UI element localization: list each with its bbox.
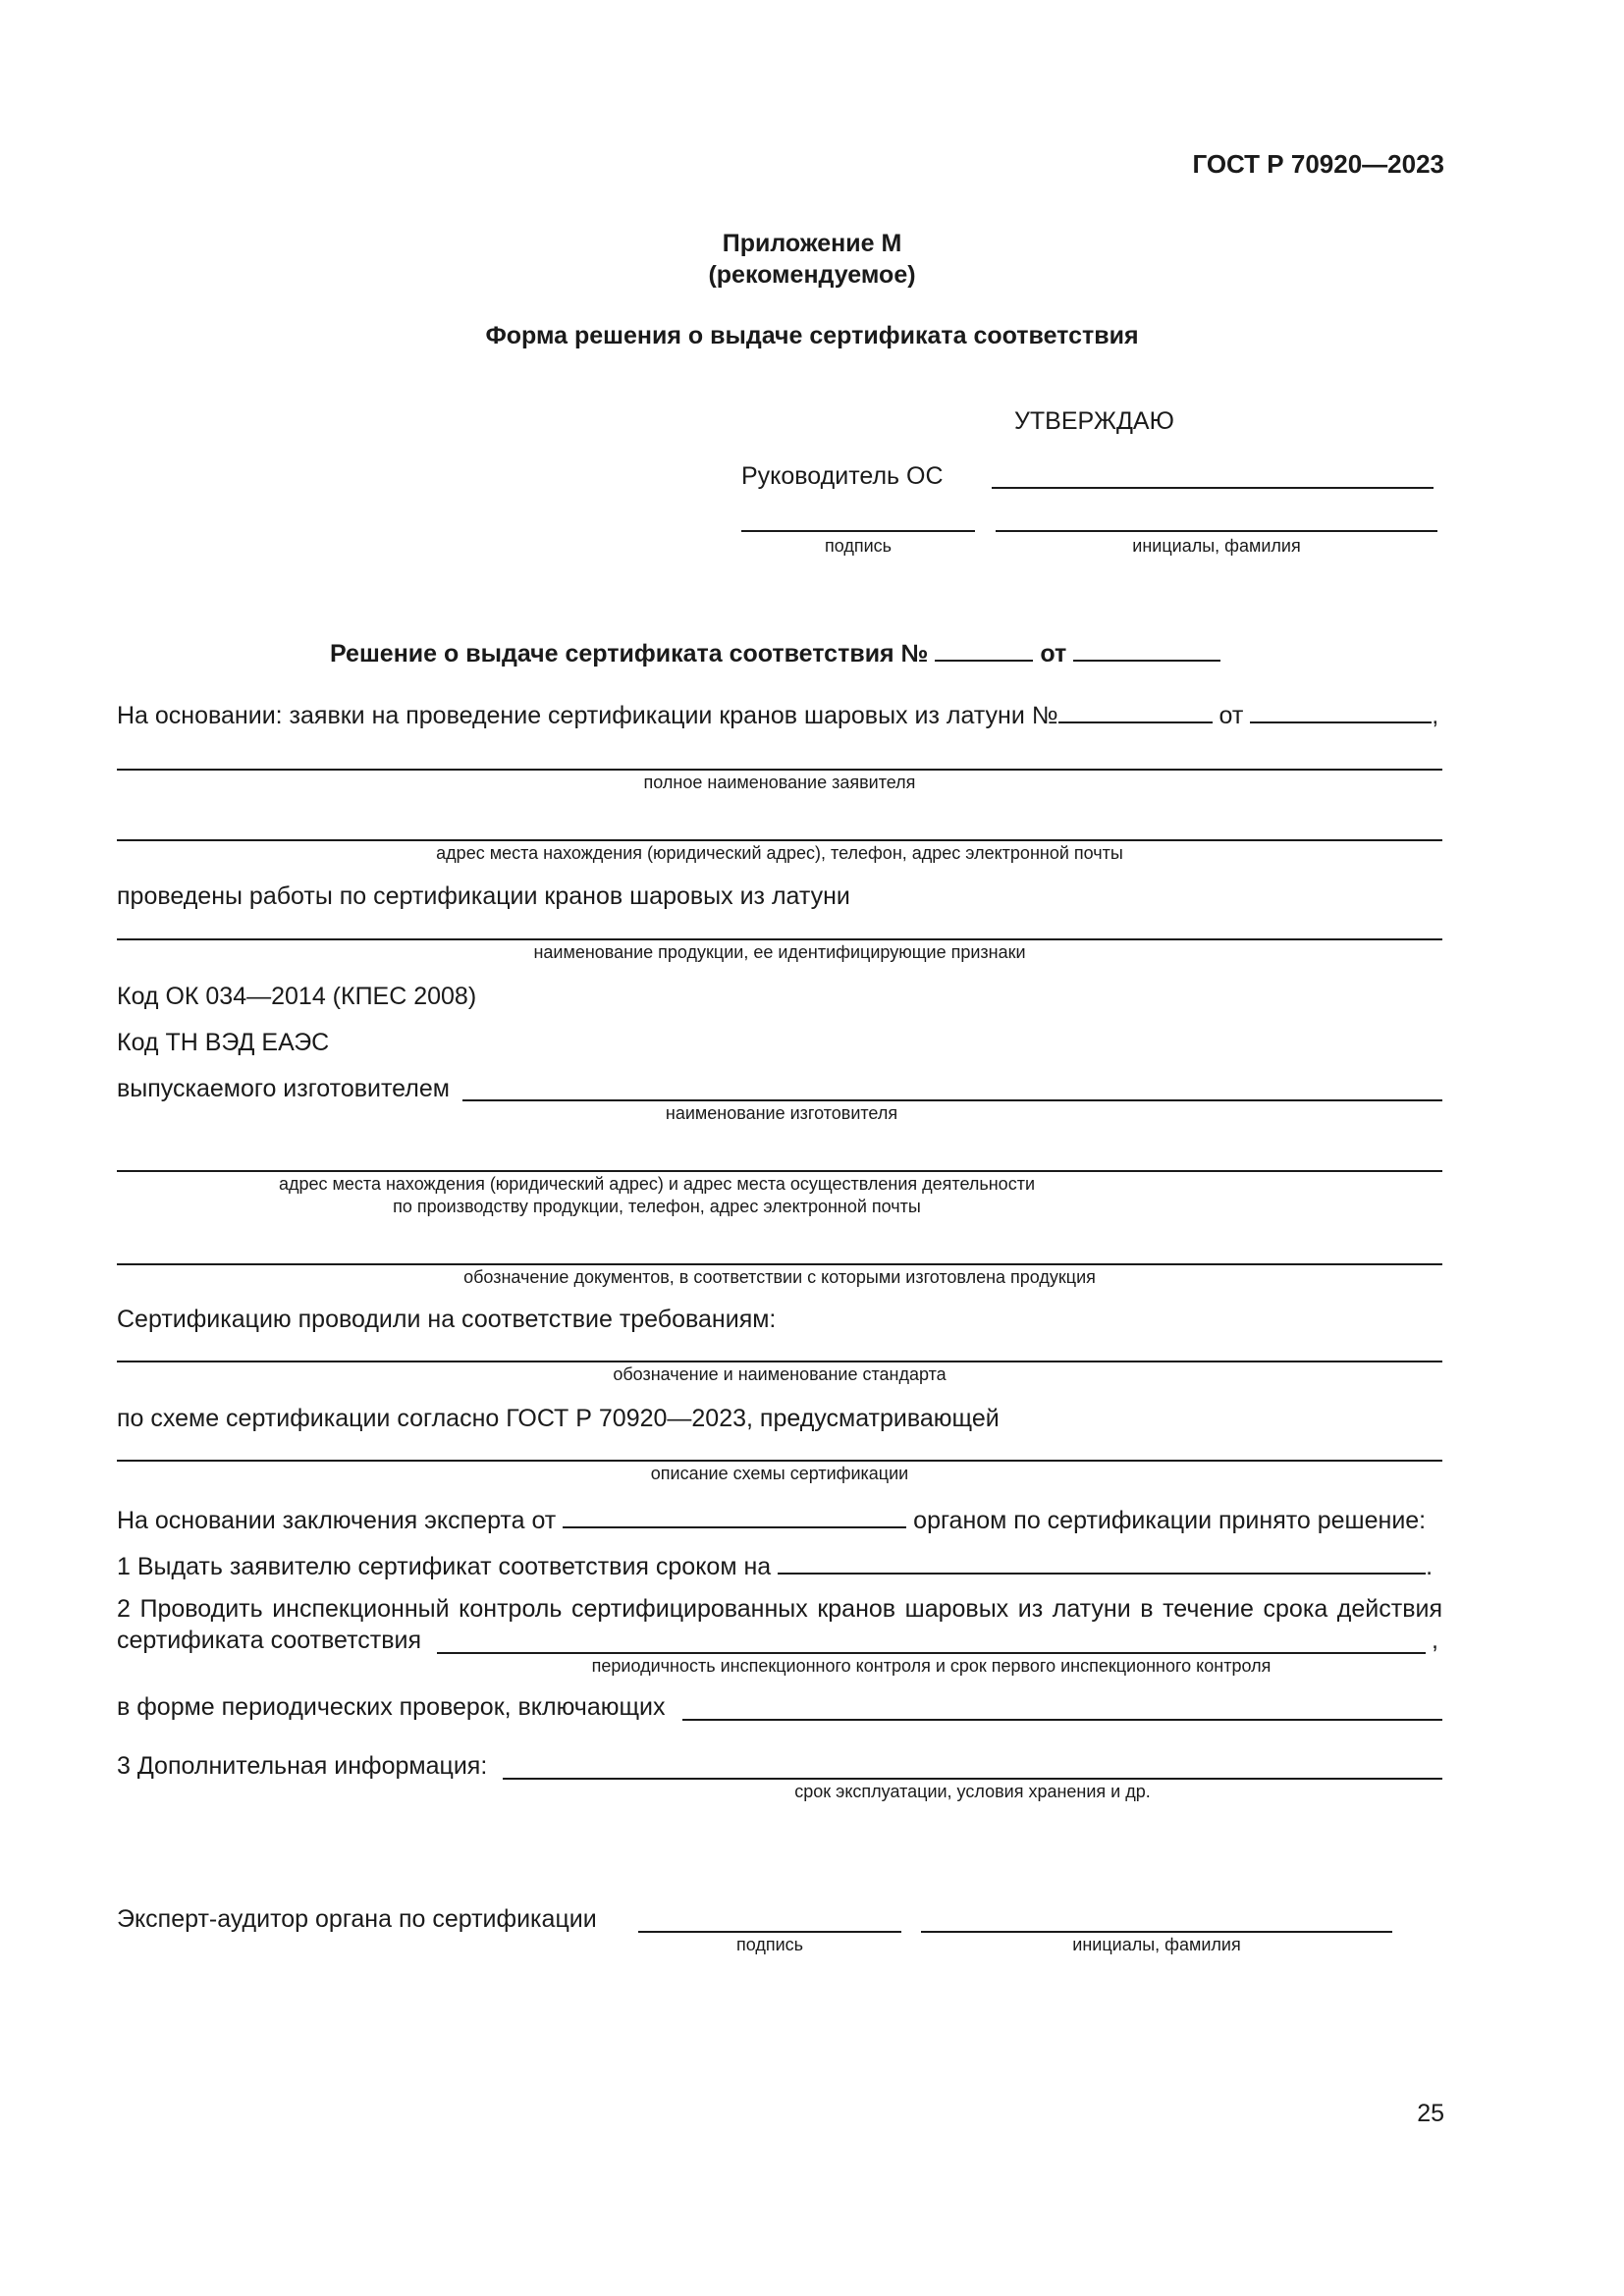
- item2-text: 2 Проводить инспекционный контроль сертифицированных кранов шаровых из латуни в течение срока действия: [117, 1595, 1442, 1623]
- item1-prefix: 1 Выдать заявителю сертификат соответствия сроком на: [117, 1553, 772, 1580]
- item2-end: ,: [1432, 1627, 1438, 1654]
- documents-caption: обозначение документов, в соответствии с которыми изготовлена продукция: [463, 1267, 1096, 1287]
- annex-status: (рекомендуемое): [708, 261, 916, 289]
- expert-date-blank[interactable]: [563, 1503, 906, 1528]
- manufacturer-line[interactable]: [462, 1099, 1442, 1101]
- application-number-blank[interactable]: [1058, 698, 1213, 723]
- item1-term-blank[interactable]: [778, 1549, 1426, 1575]
- annex-title: Приложение М: [722, 230, 902, 257]
- form-title: Форма решения о выдаче сертификата соответствия: [485, 322, 1139, 349]
- head-name-caption: инициалы, фамилия: [1132, 536, 1301, 556]
- product-caption: наименование продукции, ее идентифицирующие признаки: [533, 942, 1026, 962]
- additional-caption: срок эксплуатации, условия хранения и др.: [794, 1782, 1151, 1801]
- manufacturer-caption: наименование изготовителя: [665, 1103, 898, 1123]
- auditor-name-caption: инициалы, фамилия: [1072, 1935, 1241, 1954]
- decision-title: [330, 636, 1220, 668]
- scheme-text: по схеме сертификации согласно ГОСТ Р 70920—2023, предусматривающей: [117, 1405, 1000, 1432]
- product-line[interactable]: [117, 938, 1442, 940]
- manufacturer-address-line[interactable]: [117, 1170, 1442, 1172]
- standard-line[interactable]: [117, 1361, 1442, 1362]
- auditor-name-line[interactable]: [921, 1931, 1392, 1933]
- head-name-line[interactable]: [996, 530, 1437, 532]
- expert-line: [117, 1503, 1426, 1535]
- head-label: Руководитель ОС: [741, 462, 944, 490]
- applicant-name-line[interactable]: [117, 769, 1442, 771]
- basis-from: от: [1218, 702, 1244, 729]
- tnved-code-label: Код ТН ВЭД ЕАЭС: [117, 1029, 330, 1056]
- auditor-signature-line[interactable]: [638, 1931, 901, 1933]
- standard-caption: обозначение и наименование стандарта: [613, 1364, 947, 1384]
- documents-line[interactable]: [117, 1263, 1442, 1265]
- auditor-label: Эксперт-аудитор органа по сертификации: [117, 1905, 597, 1933]
- approve-label: УТВЕРЖДАЮ: [1014, 407, 1174, 435]
- manufacturer-address-caption-1: адрес места нахождения (юридический адрес) и адрес места осуществления деятельности: [278, 1174, 1035, 1194]
- item2-cont: сертификата соответствия: [117, 1627, 422, 1654]
- manufacturer-address-caption-2: по производству продукции, телефон, адрес электронной почты: [393, 1197, 921, 1216]
- applicant-address-caption: адрес места нахождения (юридический адрес), телефон, адрес электронной почты: [436, 843, 1123, 863]
- head-signature-line[interactable]: [741, 530, 975, 532]
- scheme-caption: описание схемы сертификации: [650, 1464, 909, 1483]
- decision-date-blank[interactable]: [1073, 636, 1220, 662]
- basis-line: [117, 698, 1442, 730]
- expert-prefix: На основании заключения эксперта от: [117, 1507, 557, 1534]
- inspection-line[interactable]: [437, 1652, 1426, 1654]
- basis-prefix: На основании: заявки на проведение сертификации кранов шаровых из латуни №: [117, 702, 1058, 729]
- additional-line[interactable]: [503, 1778, 1442, 1780]
- head-line[interactable]: [992, 487, 1434, 489]
- decision-title-prefix: Решение о выдаче сертификата соответствия №: [330, 640, 929, 667]
- basis-comma: ,: [1432, 702, 1439, 729]
- manufacturer-label: выпускаемого изготовителем: [117, 1075, 450, 1102]
- periodic-label: в форме периодических проверок, включающих: [117, 1693, 666, 1721]
- works-done-text: проведены работы по сертификации кранов шаровых из латуни: [117, 882, 850, 910]
- document-code: ГОСТ Р 70920—2023: [1192, 149, 1444, 179]
- auditor-signature-caption: подпись: [735, 1935, 804, 1954]
- periodic-line[interactable]: [682, 1719, 1442, 1721]
- decision-title-from: от: [1040, 640, 1067, 667]
- item1-end: .: [1426, 1553, 1434, 1580]
- decision-number-blank[interactable]: [935, 636, 1033, 662]
- application-date-blank[interactable]: [1250, 698, 1432, 723]
- page-number: 25: [1417, 2100, 1444, 2127]
- applicant-name-caption: полное наименование заявителя: [643, 773, 916, 792]
- item1-line: [117, 1549, 1433, 1581]
- cert-requirements-text: Сертификацию проводили на соответствие требованиям:: [117, 1306, 777, 1333]
- head-signature-caption: подпись: [824, 536, 893, 556]
- expert-suffix: органом по сертификации принято решение:: [913, 1507, 1427, 1534]
- scheme-line[interactable]: [117, 1460, 1442, 1462]
- item3-label: 3 Дополнительная информация:: [117, 1752, 488, 1780]
- applicant-address-line[interactable]: [117, 839, 1442, 841]
- inspection-caption: периодичность инспекционного контроля и срок первого инспекционного контроля: [591, 1656, 1272, 1676]
- okpd-code-label: Код ОК 034—2014 (КПЕС 2008): [117, 983, 477, 1010]
